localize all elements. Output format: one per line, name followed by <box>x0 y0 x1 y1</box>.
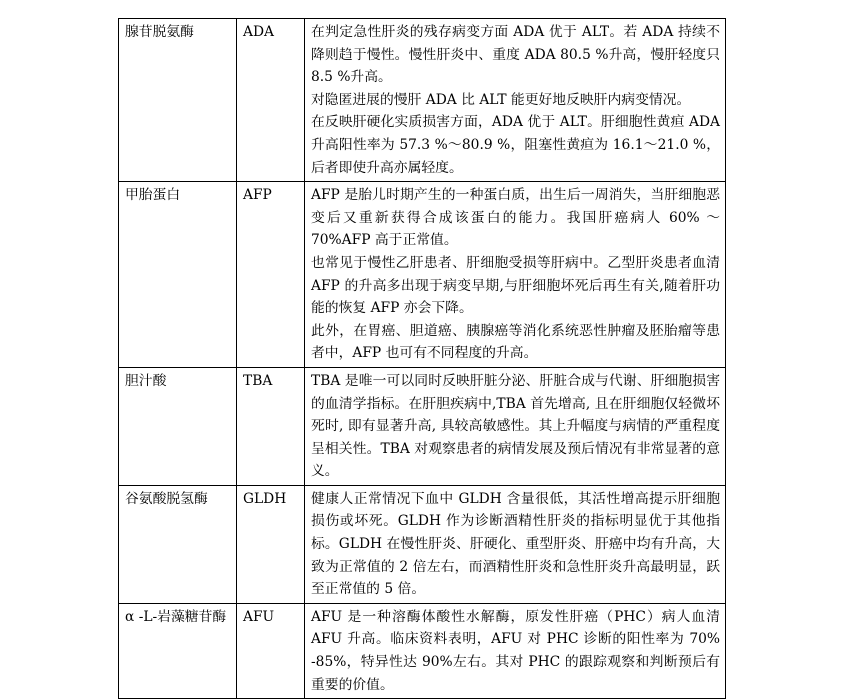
description-paragraph: 健康人正常情况下血中 GLDH 含量很低，其活性增高提示肝细胞损伤或坏死。GLDH 作为诊断酒精性肝炎的指标明显优于其他指标。GLDH 在慢性肝炎、肝硬化、重型肝炎、肝癌中均有升高，大致为正常值的 2 倍左右，而酒精性肝炎和急性肝炎升高最明显，跃至正常值的 5 倍。 <box>311 490 720 598</box>
table-row <box>119 367 726 485</box>
indicator-abbreviation: TBA <box>237 367 305 485</box>
table-row <box>119 182 726 368</box>
indicator-description <box>305 367 726 485</box>
indicator-description <box>305 485 726 603</box>
description-paragraph: 也常见于慢性乙肝患者、肝细胞受损等肝病中。乙型肝炎患者血清 AFP 的升高多出现于病变早期,与肝细胞坏死后再生有关,随着肝功能的恢复 AFP 亦会下降。 <box>311 254 720 317</box>
indicator-name: 腺苷脱氨酶 <box>119 19 237 182</box>
indicator-abbreviation: AFP <box>237 182 305 368</box>
description-paragraph: AFP 是胎儿时期产生的一种蛋白质，出生后一周消失，当肝细胞恶变后又重新获得合成该蛋白的能力。我国肝癌病人 60% ～70%AFP 高于正常值。 <box>311 187 720 249</box>
indicator-name: 甲胎蛋白 <box>119 182 237 368</box>
description-paragraph: AFU 是一种溶酶体酸性水解酶，原发性肝癌（PHC）病人血清 AFU 升高。临床资料表明，AFU 对 PHC 诊断的阳性率为 70% -85%，特异性达 90%左右。其对 PHC 的跟踪观察和判断预后有重要的价值。 <box>311 608 720 693</box>
description-paragraph: 对隐匿进展的慢肝 ADA 比 ALT 能更好地反映肝内病变情况。 <box>311 91 691 108</box>
indicator-description <box>305 182 726 368</box>
indicator-abbreviation: AFU <box>237 603 305 698</box>
indicator-name: 谷氨酸脱氢酶 <box>119 485 237 603</box>
indicator-table <box>118 18 726 699</box>
description-paragraph: 在反映肝硬化实质损害方面，ADA 优于 ALT。肝细胞性黄疸 ADA 升高阳性率为 57.3 %～80.9 %，阻塞性黄疸为 16.1～21.0 %，后者即使升高亦属轻度。 <box>311 114 720 176</box>
table-row <box>119 603 726 698</box>
indicator-name: α -L-岩藻糖苷酶 <box>119 603 237 698</box>
table-row <box>119 485 726 603</box>
indicator-description <box>305 19 726 182</box>
indicator-abbreviation: ADA <box>237 19 305 182</box>
indicator-name: 胆汁酸 <box>119 367 237 485</box>
table-row <box>119 19 726 182</box>
indicator-abbreviation: GLDH <box>237 485 305 603</box>
description-paragraph: TBA 是唯一可以同时反映肝脏分泌、肝脏合成与代谢、肝细胞损害的血清学指标。在肝胆疾病中,TBA 首先增高, 且在肝细胞仅轻微坏死时, 即有显著升高, 具较高敏感性。其上升幅度与病情的严重程度呈相关性。TBA 对观察患者的病情发展及预后情况有非常显著的意义。 <box>311 372 720 480</box>
indicator-description <box>305 603 726 698</box>
description-paragraph: 在判定急性肝炎的残存病变方面 ADA 优于 ALT。若 ADA 持续不降则趋于慢性。慢性肝炎中、重度 ADA 80.5 %升高，慢肝轻度只 8.5 %升高。 <box>311 24 720 86</box>
description-paragraph: 此外，在胃癌、胆道癌、胰腺癌等消化系统恶性肿瘤及胚胎瘤等患者中，AFP 也可有不同程度的升高。 <box>311 322 720 362</box>
